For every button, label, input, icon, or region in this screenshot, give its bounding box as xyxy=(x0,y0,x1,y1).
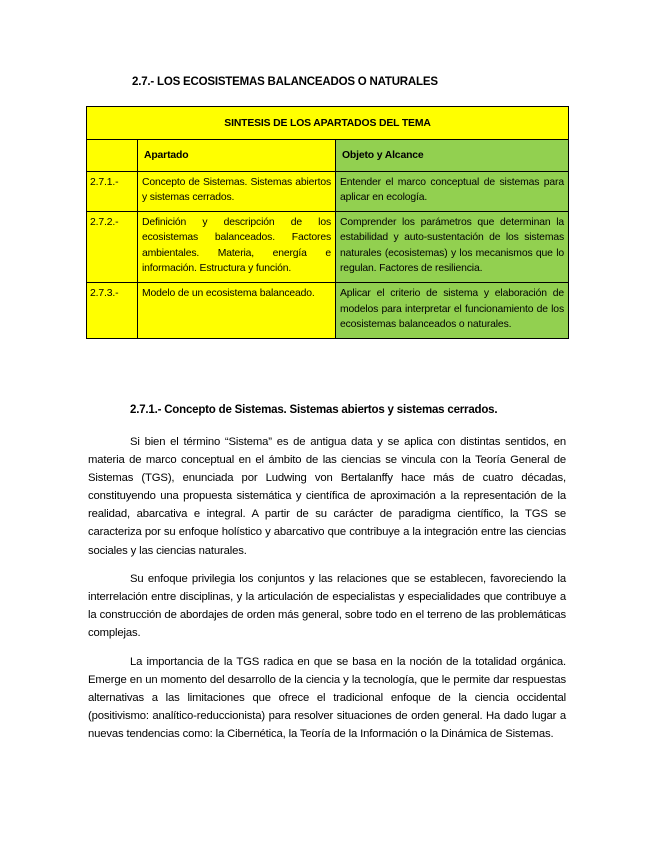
table-row xyxy=(87,283,569,339)
column-header-number xyxy=(87,140,138,171)
row-apartado: Modelo de un ecosistema balanceado. xyxy=(138,283,336,339)
row-apartado: Definición y descripción de los ecosistemas balanceados. Factores ambientales. Materia, energía e información. Estructura y función. xyxy=(138,212,336,283)
table-column-header-row xyxy=(87,140,569,171)
row-objeto: Entender el marco conceptual de sistemas para aplicar en ecología. xyxy=(336,171,569,212)
subsection-title: 2.7.1.- Concepto de Sistemas. Sistemas abiertos y sistemas cerrados. xyxy=(130,404,498,416)
body-paragraph xyxy=(88,570,566,642)
paragraph-text: Si bien el término “Sistema” es de antigua data y se aplica con distintas sentidos, en materia de marco conceptual en el ámbito de las ciencias se vincula con la Teoría General de Sistemas (TGS), enunciada por Ludwing von Bertalanffy hace más de cuatro décadas, constituyendo una propuesta sistemática y científica de aproximación a la representación de la realidad, abarcativa e integral. A partir de su carácter de paradigma científico, la TGS se caracteriza por su enfoque holístico y abarcativo que contribuye a la integración entre las ciencias sociales y las ciencias naturales. xyxy=(88,436,566,557)
row-objeto: Aplicar el criterio de sistema y elaboración de modelos para interpretar el funcionamiento de los ecosistemas balanceados o naturales. xyxy=(336,283,569,339)
body-paragraph xyxy=(88,433,566,560)
table-header-row xyxy=(87,107,569,140)
row-number: 2.7.3.- xyxy=(87,283,138,339)
body-paragraph xyxy=(88,653,566,743)
column-header-apartado: Apartado xyxy=(138,140,336,171)
column-header-objeto: Objeto y Alcance xyxy=(336,140,569,171)
summary-table xyxy=(86,106,569,339)
paragraph-text: Su enfoque privilegia los conjuntos y las relaciones que se establecen, favoreciendo la interrelación entre disciplinas, y la articulación de especialistas y especialidades que contribuye a la construcción de abordajes de orden más general, sobre todo en el terreno de las problemáticas complejas. xyxy=(88,573,566,640)
row-number: 2.7.1.- xyxy=(87,171,138,212)
row-number: 2.7.2.- xyxy=(87,212,138,283)
paragraph-text: La importancia de la TGS radica en que se basa en la noción de la totalidad orgánica. Emerge en un momento del desarrollo de la ciencia y la tecnología, que le permite dar respuestas alternativas a las limitaciones que ofrece el tradicional enfoque de la ciencia occidental (positivismo: analítico-reduccionista) para resolver situaciones de orden general. Ha dado lugar a nuevas tendencias como: la Cibernética, la Teoría de la Información o la Dinámica de Sistemas. xyxy=(88,656,566,741)
table-header: SINTESIS DE LOS APARTADOS DEL TEMA xyxy=(87,107,569,140)
table-row xyxy=(87,212,569,283)
section-title: 2.7.- LOS ECOSISTEMAS BALANCEADOS O NATURALES xyxy=(132,76,438,88)
row-apartado: Concepto de Sistemas. Sistemas abiertos y sistemas cerrados. xyxy=(138,171,336,212)
row-objeto: Comprender los parámetros que determinan la estabilidad y auto-sustentación de los sistemas naturales (ecosistemas) y los mecanismos que lo regulan. Factores de resiliencia. xyxy=(336,212,569,283)
table-row xyxy=(87,171,569,212)
